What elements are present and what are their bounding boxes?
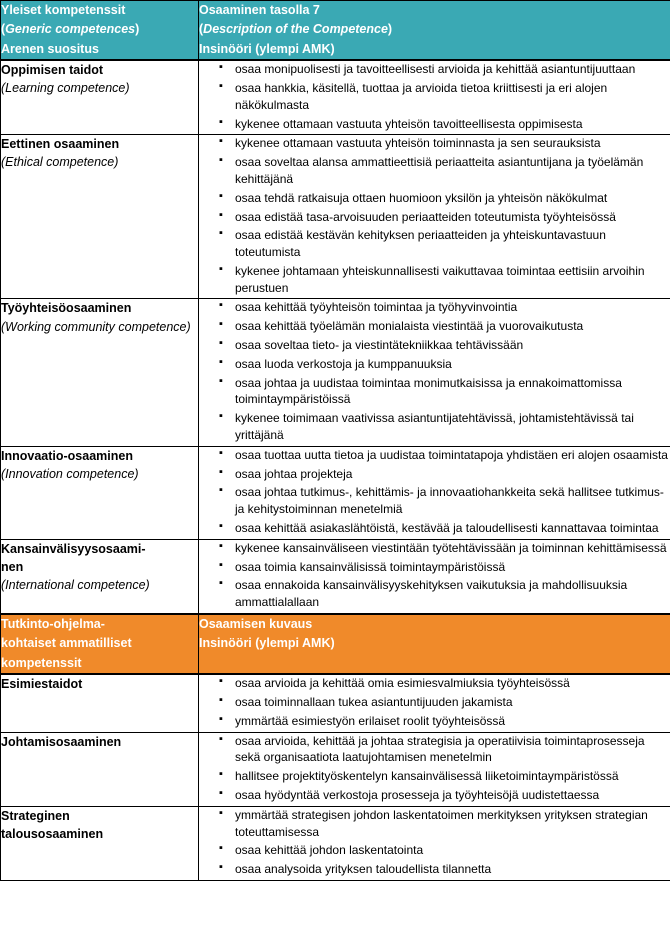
professional-header-line2: kohtaiset ammatilliset (1, 636, 132, 651)
list-item: ▪ osaa toimia kansainvälisissä toimintaympäristöissä (235, 559, 670, 576)
professional-description-line1: Osaamisen kuvaus (199, 617, 313, 632)
generic-label-fi: Eettinen osaaminen (1, 137, 120, 152)
generic-header-cell (1, 1, 199, 60)
generic-bullets-cell (199, 61, 670, 135)
list-item: ▪ osaa kehittää johdon laskentatointa (235, 842, 670, 859)
generic-description-line2-en: Description of the Competence (203, 22, 388, 37)
list-item: ▪ osaa ennakoida kansainvälisyyskehityksen vaikutuksia ja mahdollisuuksia ammattialallaan (235, 577, 670, 611)
generic-header-line1: Yleiset kompetenssit (1, 3, 126, 17)
professional-header-line1: Tutkinto-ohjelma- (1, 617, 105, 632)
table-row (1, 61, 670, 135)
professional-bullets-cell (199, 806, 670, 880)
generic-label-en: (Working community competence) (1, 319, 191, 334)
generic-description-line1: Osaaminen tasolla 7 (199, 3, 320, 17)
generic-label-en: (Learning competence) (1, 81, 130, 96)
professional-bullets-cell (199, 675, 670, 732)
generic-label-cell (1, 135, 199, 299)
list-item: ▪ osaa johtaa projekteja (235, 466, 670, 483)
professional-label-fi: Johtamisosaaminen (1, 734, 122, 749)
list-item: ▪ osaa arvioida, kehittää ja johtaa strategisia ja operatiivisia toimintaprosesseja sekä organisaatiota laatujohtamisen menetelmin (235, 733, 670, 767)
professional-bullet-list (199, 733, 670, 804)
table-row (1, 446, 670, 539)
table-header-row-professional (1, 615, 670, 674)
list-item: ▪ hallitsee projektityöskentelyn kansainvälisessä liiketoimintaympäristössä (235, 768, 670, 785)
generic-label-fi: Oppimisen taidot (1, 63, 104, 78)
generic-label-fi: Kansainvälisyysosaami- nen (1, 541, 146, 574)
generic-header-line2: (Generic competences) (1, 22, 140, 37)
table-row (1, 806, 670, 880)
generic-label-en: (Ethical competence) (1, 155, 119, 170)
list-item: ▪ osaa tehdä ratkaisuja ottaen huomioon yksilön ja yhteisön näkökulmat (235, 190, 670, 207)
generic-label-fi: Työyhteisöosaaminen (1, 301, 132, 316)
generic-label-cell (1, 446, 199, 539)
generic-bullet-list (199, 135, 670, 296)
table-header-row-generic (1, 1, 670, 60)
generic-description-line2: (Description of the Competence) (199, 22, 393, 37)
list-item: ▪ osaa luoda verkostoja ja kumppanuuksia (235, 356, 670, 373)
generic-label-cell (1, 539, 199, 613)
generic-label-en: (International competence) (1, 578, 150, 593)
generic-label-fi: Innovaatio-osaaminen (1, 448, 133, 463)
table-body (1, 1, 670, 60)
list-item: ▪ osaa hankkia, käsitellä, tuottaa ja arvioida tietoa kriittisesti ja eri alojen näkökulmasta (235, 80, 670, 114)
generic-bullet-list (199, 61, 670, 132)
professional-header-table (0, 614, 670, 674)
generic-header-line2-en: Generic competences (5, 22, 136, 37)
professional-rows-body (1, 675, 670, 881)
generic-rows-table (0, 60, 670, 614)
list-item: ▪ osaa kehittää asiakaslähtöistä, kestävää ja taloudellisesti kannattavaa toimintaa (235, 520, 670, 537)
generic-label-cell (1, 299, 199, 446)
list-item: ▪ osaa monipuolisesti ja tavoitteellisesti arvioida ja kehittää asiantuntijuuttaan (235, 61, 670, 78)
generic-description-line3: Insinööri (ylempi AMK) (199, 41, 335, 56)
generic-bullet-list (199, 299, 670, 443)
list-item: ▪ osaa toiminnallaan tukea asiantuntijuuden jakamista (235, 694, 670, 711)
generic-bullet-list (199, 540, 670, 611)
list-item: ▪ osaa kehittää työelämän monialaista viestintää ja vuorovaikutusta (235, 318, 670, 335)
list-item: ▪ ymmärtää strategisen johdon laskentatoimen merkityksen yrityksen strategian toteuttamisessa (235, 807, 670, 841)
competence-table (0, 0, 670, 60)
list-item: ▪ osaa tuottaa uutta tietoa ja uudistaa toimintatapoja yhdistäen eri alojen osaamista (235, 447, 670, 464)
professional-header-cell (1, 615, 199, 674)
list-item: ▪ osaa johtaa tutkimus-, kehittämis- ja innovaatiohankkeita sekä hallitsee tutkimus- ja kehitystoiminnan menetelmiä (235, 484, 670, 518)
list-item: ▪ ymmärtää esimiestyön erilaiset roolit työyhteisössä (235, 713, 670, 730)
generic-description-header-cell (199, 1, 670, 60)
professional-bullets-cell (199, 732, 670, 806)
professional-description-line2: Insinööri (ylempi AMK) (199, 636, 335, 651)
professional-label-cell (1, 675, 199, 732)
professional-header-line3: kompetenssit (1, 655, 82, 670)
generic-label-en: (Innovation competence) (1, 466, 139, 481)
list-item: ▪ kykenee ottamaan vastuuta yhteisön tavoitteellisesta oppimisesta (235, 116, 670, 133)
list-item: ▪ osaa arvioida ja kehittää omia esimiesvalmiuksia työyhteisössä (235, 675, 670, 692)
professional-bullet-list (199, 807, 670, 878)
table-row (1, 135, 670, 299)
professional-label-cell (1, 732, 199, 806)
generic-bullets-cell (199, 299, 670, 446)
professional-bullet-list (199, 675, 670, 729)
list-item: ▪ osaa edistää tasa-arvoisuuden periaatteiden toteutumista työyhteisössä (235, 209, 670, 226)
list-item: ▪ osaa hyödyntää verkostoja prosesseja ja työyhteisöjä uudistettaessa (235, 787, 670, 804)
professional-label-fi: Strateginen talousosaaminen (1, 808, 104, 841)
generic-bullets-cell (199, 446, 670, 539)
list-item: ▪ osaa edistää kestävän kehityksen periaatteiden ja yhteiskuntavastuun toteutumista (235, 227, 670, 261)
generic-bullets-cell (199, 539, 670, 613)
table-row (1, 299, 670, 446)
professional-rows-table (0, 674, 670, 881)
generic-header-line3: Arenen suositus (1, 41, 99, 56)
list-item: ▪ kykenee toimimaan vaativissa asiantuntijatehtävissä, johtamistehtävissä tai yrittäjänä (235, 410, 670, 444)
table-row (1, 539, 670, 613)
list-item: ▪ kykenee johtamaan yhteiskunnallisesti vaikuttavaa toimintaa eettisiin arvoihin perustuen (235, 263, 670, 297)
list-item: ▪ osaa johtaa ja uudistaa toimintaa monimutkaisissa ja ennakoimattomissa toimintaympäristöissä (235, 375, 670, 409)
list-item: ▪ osaa kehittää työyhteisön toimintaa ja työhyvinvointia (235, 299, 670, 316)
table-row (1, 732, 670, 806)
generic-label-cell (1, 61, 199, 135)
generic-bullets-cell (199, 135, 670, 299)
list-item: ▪ osaa soveltaa tieto- ja viestintätekniikkaa tehtävissään (235, 337, 670, 354)
list-item: ▪ osaa soveltaa alansa ammattieettisiä periaatteita asiantuntijana ja työelämän kehittäjänä (235, 154, 670, 188)
list-item: ▪ kykenee ottamaan vastuuta yhteisön toiminnasta ja sen seurauksista (235, 135, 670, 152)
list-item: ▪ kykenee kansainväliseen viestintään työtehtävissään ja toiminnan kehittämisessä (235, 540, 670, 557)
table-row (1, 675, 670, 732)
list-item: ▪ osaa analysoida yrityksen taloudellista tilannetta (235, 861, 670, 878)
professional-label-cell (1, 806, 199, 880)
professional-description-header-cell (199, 615, 670, 674)
generic-rows-body (1, 61, 670, 614)
professional-label-fi: Esimiestaidot (1, 677, 83, 692)
generic-bullet-list (199, 447, 670, 537)
